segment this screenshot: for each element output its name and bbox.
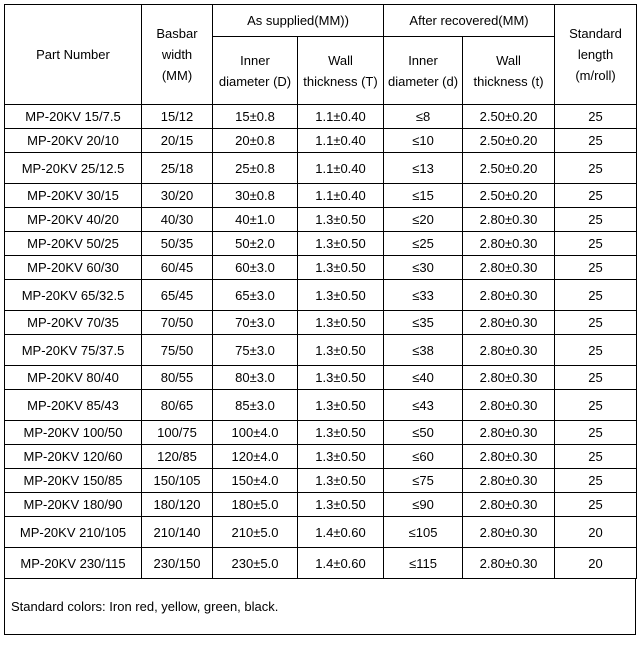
cell-busbar-width: 180/120 (142, 493, 213, 517)
cell-wall-thickness-T: 1.1±0.40 (298, 105, 384, 129)
cell-part-number: MP-20KV 60/30 (5, 256, 142, 280)
header-wall-t-line-2: thickness (t) (473, 73, 544, 89)
cell-inner-diameter-d: ≤40 (384, 366, 463, 390)
cell-wall-thickness-t: 2.80±0.30 (463, 390, 555, 421)
table-row (5, 105, 637, 129)
cell-busbar-width: 15/12 (142, 105, 213, 129)
cell-wall-thickness-T: 1.3±0.50 (298, 390, 384, 421)
table-row (5, 548, 637, 579)
header-length-line-1: Standard (569, 26, 622, 41)
header-length-line-3: (m/roll) (575, 68, 616, 83)
cell-wall-thickness-t: 2.80±0.30 (463, 311, 555, 335)
cell-wall-thickness-T: 1.4±0.60 (298, 517, 384, 548)
cell-inner-diameter-D: 65±3.0 (213, 280, 298, 311)
cell-inner-diameter-D: 150±4.0 (213, 469, 298, 493)
cell-wall-thickness-t: 2.80±0.30 (463, 232, 555, 256)
cell-wall-thickness-T: 1.3±0.50 (298, 335, 384, 366)
cell-busbar-width: 75/50 (142, 335, 213, 366)
header-wall-T-line-2: thickness (T) (303, 73, 378, 89)
cell-inner-diameter-D: 50±2.0 (213, 232, 298, 256)
cell-standard-length: 25 (555, 421, 637, 445)
header-standard-length (555, 5, 637, 105)
cell-wall-thickness-t: 2.80±0.30 (463, 208, 555, 232)
table-row (5, 517, 637, 548)
cell-wall-thickness-T: 1.1±0.40 (298, 129, 384, 153)
cell-wall-thickness-T: 1.1±0.40 (298, 153, 384, 184)
cell-inner-diameter-D: 15±0.8 (213, 105, 298, 129)
header-part-number: Part Number (5, 5, 142, 105)
header-inner-d-line-2: diameter (d) (387, 73, 459, 89)
cell-standard-length: 25 (555, 366, 637, 390)
table-row (5, 390, 637, 421)
cell-wall-thickness-T: 1.3±0.50 (298, 232, 384, 256)
cell-standard-length: 20 (555, 548, 637, 579)
cell-standard-length: 25 (555, 256, 637, 280)
cell-busbar-width: 150/105 (142, 469, 213, 493)
table-row (5, 445, 637, 469)
table-row (5, 256, 637, 280)
cell-inner-diameter-D: 100±4.0 (213, 421, 298, 445)
cell-wall-thickness-t: 2.80±0.30 (463, 335, 555, 366)
cell-standard-length: 25 (555, 469, 637, 493)
table-row (5, 335, 637, 366)
cell-inner-diameter-d: ≤90 (384, 493, 463, 517)
cell-wall-thickness-t: 2.50±0.20 (463, 184, 555, 208)
cell-inner-diameter-d: ≤50 (384, 421, 463, 445)
header-inner-diameter-d (384, 37, 463, 105)
header-as-supplied: As supplied(MM)) (213, 5, 384, 37)
cell-busbar-width: 230/150 (142, 548, 213, 579)
header-busbar-line-1: Basbar (156, 26, 198, 41)
cell-wall-thickness-t: 2.80±0.30 (463, 445, 555, 469)
header-after-recovered: After recovered(MM) (384, 5, 555, 37)
cell-wall-thickness-t: 2.50±0.20 (463, 129, 555, 153)
cell-inner-diameter-D: 210±5.0 (213, 517, 298, 548)
cell-wall-thickness-t: 2.80±0.30 (463, 256, 555, 280)
cell-part-number: MP-20KV 80/40 (5, 366, 142, 390)
cell-wall-thickness-T: 1.3±0.50 (298, 311, 384, 335)
cell-part-number: MP-20KV 15/7.5 (5, 105, 142, 129)
cell-busbar-width: 70/50 (142, 311, 213, 335)
table-row (5, 366, 637, 390)
cell-inner-diameter-d: ≤38 (384, 335, 463, 366)
cell-standard-length: 25 (555, 390, 637, 421)
table-body (5, 105, 637, 579)
cell-part-number: MP-20KV 25/12.5 (5, 153, 142, 184)
table-row (5, 129, 637, 153)
cell-part-number: MP-20KV 100/50 (5, 421, 142, 445)
cell-part-number: MP-20KV 120/60 (5, 445, 142, 469)
cell-part-number: MP-20KV 30/15 (5, 184, 142, 208)
cell-inner-diameter-d: ≤105 (384, 517, 463, 548)
cell-inner-diameter-d: ≤13 (384, 153, 463, 184)
cell-busbar-width: 25/18 (142, 153, 213, 184)
cell-standard-length: 25 (555, 232, 637, 256)
cell-part-number: MP-20KV 180/90 (5, 493, 142, 517)
cell-standard-length: 25 (555, 208, 637, 232)
cell-wall-thickness-T: 1.3±0.50 (298, 256, 384, 280)
cell-busbar-width: 210/140 (142, 517, 213, 548)
cell-standard-length: 25 (555, 311, 637, 335)
cell-standard-length: 25 (555, 335, 637, 366)
cell-wall-thickness-T: 1.3±0.50 (298, 469, 384, 493)
cell-busbar-width: 60/45 (142, 256, 213, 280)
cell-standard-length: 25 (555, 105, 637, 129)
header-inner-D-line-2: diameter (D) (218, 73, 292, 89)
table-row (5, 184, 637, 208)
cell-busbar-width: 80/55 (142, 366, 213, 390)
cell-part-number: MP-20KV 150/85 (5, 469, 142, 493)
spec-sheet (4, 4, 636, 635)
table-row (5, 280, 637, 311)
header-wall-thickness-t (463, 37, 555, 105)
cell-wall-thickness-t: 2.80±0.30 (463, 517, 555, 548)
cell-part-number: MP-20KV 20/10 (5, 129, 142, 153)
cell-standard-length: 25 (555, 445, 637, 469)
cell-standard-length: 25 (555, 280, 637, 311)
table-row (5, 232, 637, 256)
cell-standard-length: 20 (555, 517, 637, 548)
cell-inner-diameter-d: ≤25 (384, 232, 463, 256)
cell-wall-thickness-T: 1.3±0.50 (298, 493, 384, 517)
cell-wall-thickness-t: 2.80±0.30 (463, 493, 555, 517)
header-busbar-line-2: width (161, 47, 193, 62)
header-busbar-width (142, 5, 213, 105)
header-length-line-2: length (577, 47, 614, 62)
cell-wall-thickness-T: 1.3±0.50 (298, 208, 384, 232)
cell-busbar-width: 80/65 (142, 390, 213, 421)
header-wall-T-line-1: Wall (328, 52, 353, 68)
table-row (5, 421, 637, 445)
cell-wall-thickness-T: 1.4±0.60 (298, 548, 384, 579)
cell-inner-diameter-D: 75±3.0 (213, 335, 298, 366)
cell-standard-length: 25 (555, 493, 637, 517)
cell-inner-diameter-D: 40±1.0 (213, 208, 298, 232)
header-inner-diameter-D (213, 37, 298, 105)
cell-busbar-width: 65/45 (142, 280, 213, 311)
cell-part-number: MP-20KV 230/115 (5, 548, 142, 579)
header-wall-thickness-T (298, 37, 384, 105)
cell-wall-thickness-t: 2.50±0.20 (463, 153, 555, 184)
header-busbar-line-3: (MM) (161, 68, 193, 83)
table-row (5, 153, 637, 184)
cell-part-number: MP-20KV 75/37.5 (5, 335, 142, 366)
cell-inner-diameter-D: 230±5.0 (213, 548, 298, 579)
specification-table (4, 4, 637, 579)
cell-wall-thickness-t: 2.80±0.30 (463, 280, 555, 311)
cell-busbar-width: 100/75 (142, 421, 213, 445)
cell-wall-thickness-T: 1.3±0.50 (298, 445, 384, 469)
cell-part-number: MP-20KV 85/43 (5, 390, 142, 421)
table-row (5, 469, 637, 493)
header-inner-D-line-1: Inner (240, 52, 270, 68)
cell-part-number: MP-20KV 210/105 (5, 517, 142, 548)
footer-note: Standard colors: Iron red, yellow, green, black. (4, 579, 636, 635)
cell-inner-diameter-D: 20±0.8 (213, 129, 298, 153)
table-row (5, 208, 637, 232)
cell-wall-thickness-T: 1.3±0.50 (298, 280, 384, 311)
cell-inner-diameter-d: ≤10 (384, 129, 463, 153)
cell-wall-thickness-T: 1.3±0.50 (298, 366, 384, 390)
cell-inner-diameter-D: 60±3.0 (213, 256, 298, 280)
cell-inner-diameter-D: 80±3.0 (213, 366, 298, 390)
cell-inner-diameter-D: 180±5.0 (213, 493, 298, 517)
cell-wall-thickness-t: 2.80±0.30 (463, 421, 555, 445)
cell-inner-diameter-d: ≤60 (384, 445, 463, 469)
cell-inner-diameter-D: 70±3.0 (213, 311, 298, 335)
cell-busbar-width: 30/20 (142, 184, 213, 208)
cell-inner-diameter-d: ≤35 (384, 311, 463, 335)
cell-wall-thickness-t: 2.80±0.30 (463, 469, 555, 493)
cell-inner-diameter-d: ≤8 (384, 105, 463, 129)
cell-wall-thickness-T: 1.3±0.50 (298, 421, 384, 445)
table-row (5, 311, 637, 335)
cell-inner-diameter-D: 85±3.0 (213, 390, 298, 421)
cell-standard-length: 25 (555, 129, 637, 153)
cell-wall-thickness-T: 1.1±0.40 (298, 184, 384, 208)
cell-wall-thickness-t: 2.80±0.30 (463, 366, 555, 390)
header-wall-t-line-1: Wall (496, 52, 521, 68)
cell-inner-diameter-d: ≤43 (384, 390, 463, 421)
cell-part-number: MP-20KV 70/35 (5, 311, 142, 335)
cell-part-number: MP-20KV 50/25 (5, 232, 142, 256)
cell-inner-diameter-d: ≤15 (384, 184, 463, 208)
cell-busbar-width: 40/30 (142, 208, 213, 232)
cell-inner-diameter-d: ≤30 (384, 256, 463, 280)
cell-standard-length: 25 (555, 153, 637, 184)
table-row (5, 493, 637, 517)
cell-busbar-width: 120/85 (142, 445, 213, 469)
cell-inner-diameter-D: 30±0.8 (213, 184, 298, 208)
cell-inner-diameter-d: ≤20 (384, 208, 463, 232)
cell-wall-thickness-t: 2.80±0.30 (463, 548, 555, 579)
cell-inner-diameter-d: ≤33 (384, 280, 463, 311)
cell-inner-diameter-D: 120±4.0 (213, 445, 298, 469)
cell-wall-thickness-t: 2.50±0.20 (463, 105, 555, 129)
cell-inner-diameter-D: 25±0.8 (213, 153, 298, 184)
cell-standard-length: 25 (555, 184, 637, 208)
cell-inner-diameter-d: ≤115 (384, 548, 463, 579)
cell-part-number: MP-20KV 40/20 (5, 208, 142, 232)
cell-part-number: MP-20KV 65/32.5 (5, 280, 142, 311)
header-inner-d-line-1: Inner (408, 52, 438, 68)
cell-busbar-width: 50/35 (142, 232, 213, 256)
cell-inner-diameter-d: ≤75 (384, 469, 463, 493)
cell-busbar-width: 20/15 (142, 129, 213, 153)
